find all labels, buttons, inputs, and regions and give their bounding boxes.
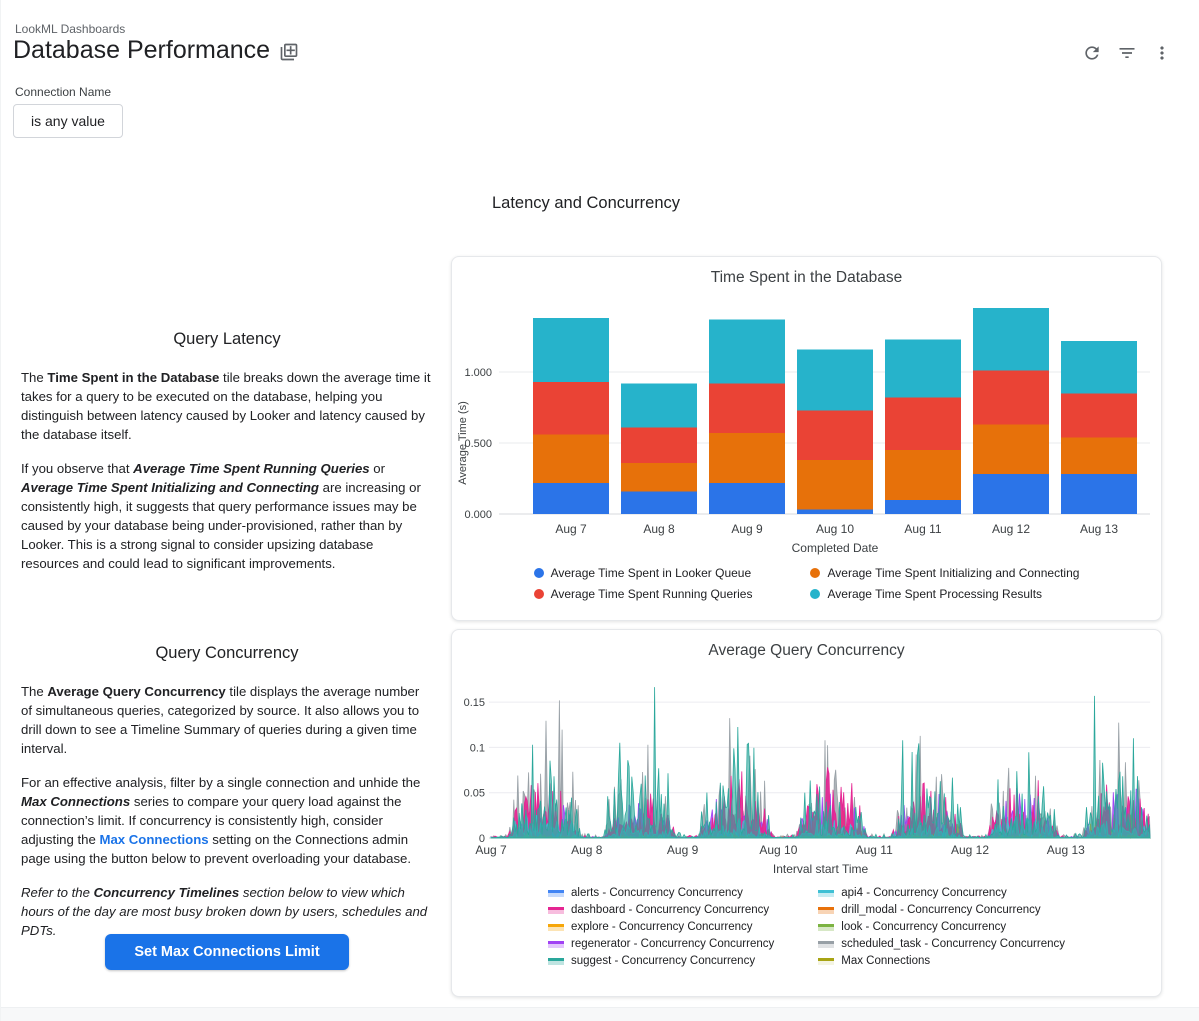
text-segment: Average Query Concurrency — [47, 684, 226, 699]
bar-segment[interactable] — [1061, 474, 1137, 514]
bar-segment[interactable] — [621, 463, 697, 491]
legend-item[interactable] — [818, 955, 1065, 967]
text-segment: Average Time Spent Running Queries — [133, 461, 370, 476]
legend-item[interactable] — [534, 587, 753, 601]
page-bottom-strip — [1, 1007, 1199, 1021]
x-axis-title: Completed Date — [791, 541, 879, 555]
bar-segment[interactable] — [709, 319, 785, 383]
x-tick-label: Aug 9 — [731, 522, 763, 536]
y-tick-label: 0.15 — [463, 697, 485, 710]
filter-label: Connection Name — [15, 85, 112, 99]
text-segment: setting on the Connections admin page using the button below to prevent overloading your database. — [21, 832, 412, 866]
filter-icon[interactable] — [1117, 43, 1137, 63]
legend-label: Average Time Spent Processing Results — [827, 587, 1043, 601]
x-tick-label: Aug 11 — [855, 843, 893, 857]
set-max-connections-button[interactable]: Set Max Connections Limit — [105, 934, 348, 970]
bar-segment[interactable] — [797, 510, 873, 514]
bar-chart-legend — [452, 566, 1161, 601]
page-title: Database Performance — [13, 36, 271, 64]
legend-item[interactable] — [810, 566, 1079, 580]
legend-swatch — [818, 941, 834, 948]
header-title-row — [13, 36, 299, 65]
legend-label: scheduled_task - Concurrency Concurrency — [841, 938, 1065, 950]
x-tick-label: Aug 10 — [759, 843, 798, 857]
legend-label: alerts - Concurrency Concurrency — [571, 887, 743, 899]
legend-item[interactable] — [534, 566, 753, 580]
bar-segment[interactable] — [885, 450, 961, 500]
y-tick-label: 0.05 — [463, 787, 485, 800]
area-chart-legend — [452, 887, 1161, 967]
bar-segment[interactable] — [1061, 393, 1137, 437]
legend-item[interactable] — [810, 587, 1079, 601]
legend-swatch — [548, 924, 564, 931]
query-concurrency-text — [21, 644, 433, 955]
x-tick-label: Aug 10 — [815, 522, 855, 536]
area-series[interactable] — [491, 687, 1150, 838]
legend-item[interactable] — [818, 904, 1065, 916]
text-segment: series to compare your query load against the connection’s limit. If concurrency is consistently high, consider adjusting the — [21, 794, 402, 847]
x-tick-label: Aug 11 — [904, 522, 942, 536]
bar-segment[interactable] — [973, 474, 1049, 514]
bar-segment[interactable] — [973, 425, 1049, 475]
x-tick-label: Aug 12 — [991, 522, 1031, 536]
bar-segment[interactable] — [533, 483, 609, 514]
refresh-icon[interactable] — [1082, 43, 1102, 63]
query-concurrency-heading: Query Concurrency — [155, 644, 299, 662]
legend-swatch — [534, 589, 544, 599]
bar-segment[interactable] — [1061, 341, 1137, 394]
y-axis-title: Average Time (s) — [457, 401, 469, 485]
library-add-icon[interactable] — [279, 42, 299, 62]
text-segment: The — [21, 370, 48, 385]
legend-item[interactable] — [548, 887, 774, 899]
legend-swatch — [818, 924, 834, 931]
legend-label: api4 - Concurrency Concurrency — [841, 887, 1007, 899]
bar-segment[interactable] — [1061, 437, 1137, 474]
bar-segment[interactable] — [621, 383, 697, 427]
query-latency-paragraph — [21, 368, 433, 444]
bar-segment[interactable] — [797, 349, 873, 410]
max-connections-link[interactable]: Max Connections — [99, 832, 209, 847]
legend-item[interactable] — [818, 938, 1065, 950]
text-segment: Average Time Spent Initializing and Connecting — [21, 480, 319, 495]
y-tick-label: 0.500 — [464, 438, 492, 450]
legend-item[interactable] — [548, 955, 774, 967]
text-segment: Time Spent in the Database — [47, 370, 220, 385]
x-tick-label: Aug 12 — [950, 843, 990, 857]
query-latency-text — [21, 330, 433, 588]
bar-segment[interactable] — [533, 382, 609, 435]
legend-swatch — [548, 941, 564, 948]
bar-segment[interactable] — [797, 410, 873, 460]
legend-label: Max Connections — [841, 955, 931, 967]
text-segment: Max Connections — [21, 794, 131, 809]
bar-segment[interactable] — [621, 427, 697, 463]
bar-segment[interactable] — [709, 483, 785, 514]
legend-label: regenerator - Concurrency Concurrency — [571, 938, 775, 950]
bar-segment[interactable] — [533, 434, 609, 482]
legend-swatch — [548, 907, 564, 914]
text-segment: For an effective analysis, filter by a single connection and unhide the — [21, 775, 421, 790]
x-axis-title: Interval start Time — [772, 862, 869, 876]
bar-segment[interactable] — [797, 460, 873, 510]
legend-label: suggest - Concurrency Concurrency — [571, 955, 756, 967]
bar-segment[interactable] — [709, 383, 785, 433]
legend-label: look - Concurrency Concurrency — [841, 921, 1007, 933]
legend-swatch — [810, 568, 820, 578]
x-tick-label: Aug 7 — [475, 843, 507, 857]
text-segment: Concurrency Timelines — [93, 885, 240, 900]
query-latency-heading: Query Latency — [173, 330, 281, 348]
x-tick-label: Aug 13 — [1079, 522, 1119, 536]
section-title: Latency and Concurrency — [491, 194, 681, 212]
y-tick-label: 0.000 — [464, 509, 492, 521]
legend-swatch — [810, 589, 820, 599]
query-latency-paragraph — [21, 459, 433, 573]
tile-time-spent-in-database — [451, 256, 1162, 621]
legend-label: drill_modal - Concurrency Concurrency — [841, 904, 1041, 916]
x-tick-label: Aug 7 — [555, 522, 587, 536]
tile-average-query-concurrency — [451, 629, 1162, 997]
bar-segment[interactable] — [621, 491, 697, 514]
bar-segment[interactable] — [709, 433, 785, 483]
x-tick-label: Aug 13 — [1046, 843, 1085, 857]
connection-name-filter[interactable] — [13, 104, 123, 138]
text-segment: If you observe that — [21, 461, 134, 476]
text-segment: Refer to the — [21, 885, 94, 900]
legend-label: Average Time Spent Running Queries — [550, 587, 753, 601]
breadcrumb[interactable]: LookML Dashboards — [15, 22, 126, 36]
text-segment: section below to view which hours of the day are most busy broken down by users, schedules and PDTs. — [21, 885, 428, 938]
filter-value: is any value — [31, 113, 105, 129]
legend-swatch — [818, 958, 834, 965]
query-concurrency-paragraph — [21, 883, 433, 940]
bar-segment[interactable] — [973, 371, 1049, 425]
legend-item[interactable] — [818, 887, 1065, 899]
y-tick-label: 0 — [478, 833, 485, 845]
legend-swatch — [818, 907, 834, 914]
legend-item[interactable] — [548, 904, 774, 916]
text-segment: or — [369, 461, 386, 476]
legend-swatch — [534, 568, 544, 578]
bar-chart-title: Time Spent in the Database — [710, 269, 903, 286]
bar-chart-svg[interactable] — [452, 257, 1161, 562]
query-concurrency-paragraph — [21, 682, 433, 758]
text-segment: tile breaks down the average time it takes for a query to be executed on the database, helping you distinguish between latency caused by Looker and latency caused by the database itself. — [21, 370, 431, 442]
legend-label: dashboard - Concurrency Concurrency — [571, 904, 770, 916]
legend-swatch — [548, 958, 564, 965]
legend-label: Average Time Spent in Looker Queue — [550, 566, 752, 580]
legend-item[interactable] — [548, 938, 774, 950]
y-tick-label: 0.1 — [469, 742, 485, 755]
bar-segment[interactable] — [885, 339, 961, 397]
bar-segment[interactable] — [533, 318, 609, 382]
legend-label: explore - Concurrency Concurrency — [571, 921, 753, 933]
x-tick-label: Aug 8 — [643, 522, 675, 536]
bar-segment[interactable] — [885, 500, 961, 514]
text-segment: are increasing or consistently high, it suggests that query performance issues may be caused by your database being under-provisioned, rather than by Looker. This is a strong signal to consider upsizing database resources and could lead to significant improvements. — [21, 480, 421, 571]
header-actions — [1082, 43, 1172, 63]
cta-wrap — [21, 934, 433, 970]
legend-swatch — [548, 890, 564, 897]
area-chart-title: Average Query Concurrency — [708, 642, 905, 659]
text-segment: tile displays the average number of simultaneous queries, categorized by source. It also allows you to drill down to see a Timeline Summary of queries during a given time interval. — [21, 684, 420, 756]
bar-segment[interactable] — [885, 398, 961, 451]
bar-segment[interactable] — [973, 308, 1049, 370]
more-vert-icon[interactable] — [1152, 43, 1172, 63]
text-segment: The — [21, 684, 48, 699]
legend-item[interactable] — [818, 921, 1065, 933]
legend-swatch — [818, 890, 834, 897]
legend-label: Average Time Spent Initializing and Connecting — [827, 566, 1080, 580]
y-tick-label: 1.000 — [464, 367, 492, 379]
legend-item[interactable] — [548, 921, 774, 933]
area-chart-svg[interactable] — [452, 630, 1161, 882]
x-tick-label: Aug 9 — [666, 843, 699, 857]
x-tick-label: Aug 8 — [571, 843, 603, 857]
query-concurrency-paragraph — [21, 773, 433, 868]
